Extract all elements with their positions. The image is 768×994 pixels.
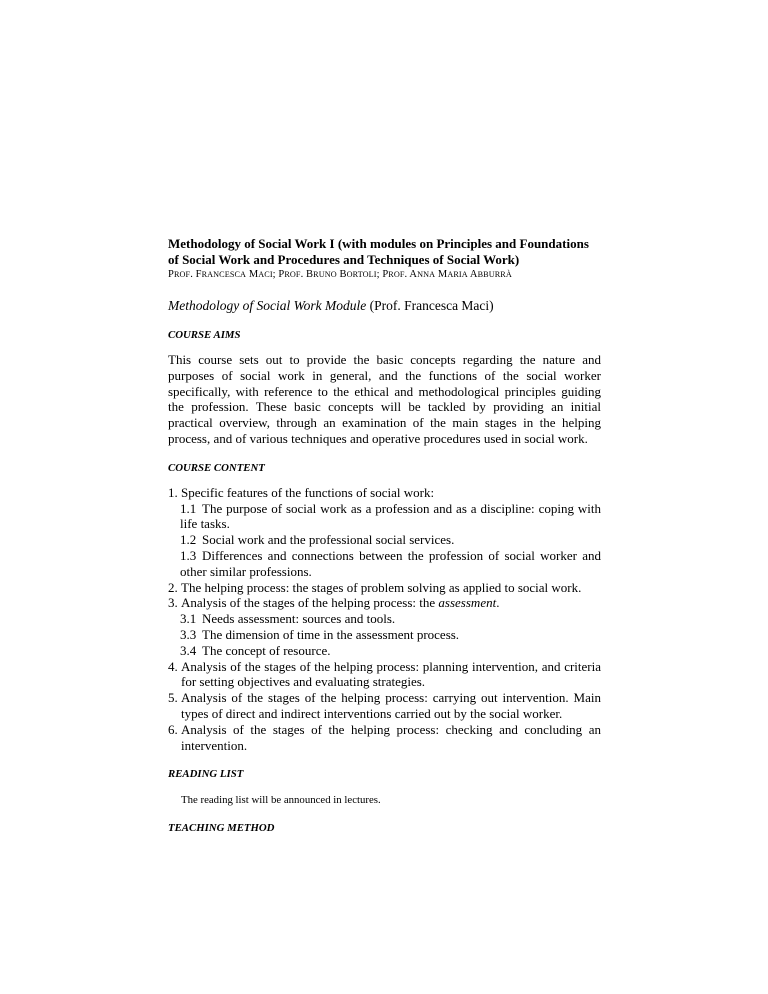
list-item: 1. Specific features of the functions of social work: 1.1 The purpose of social work as a profession and as a discipline: coping with life tasks. 1.2 Social work and the professional social services. 1.3 Differences and connections between the profession of social worker and other similar professions. — [168, 484, 601, 579]
module-lecturer: (Prof. Francesca Maci) — [369, 298, 494, 313]
course-title: Methodology of Social Work I (with modules on Principles and Foundations of Social Work and Procedures and Techniques of Social Work) — [168, 236, 589, 267]
reading-text: The reading list will be announced in lectures. — [181, 794, 381, 807]
aims-heading: COURSE AIMS — [168, 329, 241, 341]
content-list — [168, 485, 601, 754]
sub-item: 3.1 Needs assessment: sources and tools. — [180, 611, 396, 627]
aims-text: This course sets out to provide the basic concepts regarding the nature and purposes of social work in general, and the functions of the social worker specifically, with reference to the ethical and methodological principles guiding the profession. These basic concepts will be tackled by providing an initial practical overview, through an examination of the main stages in the helping process, and of various techniques and operative procedures used in social work. — [168, 352, 601, 446]
list-item: 2. The helping process: the stages of problem solving as applied to social work. — [168, 579, 582, 595]
sub-item: 3.4 The concept of resource. — [180, 642, 331, 658]
sub-item: 3.3 The dimension of time in the assessment process. — [180, 626, 460, 642]
sub-item: 1.2 Social work and the professional social services. — [180, 532, 455, 548]
list-item: 5. Analysis of the stages of the helping process: carrying out intervention. Main types of direct and indirect interventions carried out by the social worker. — [168, 690, 601, 721]
reading-heading: READING LIST — [168, 768, 244, 781]
course-authors: PROF. FRANCESCA MACI; PROF. BRUNO BORTOLI; PROF. ANNA MARIA ABBURRÀ — [168, 269, 512, 280]
content-heading: COURSE CONTENT — [168, 461, 265, 474]
module-name: Methodology of Social Work Module — [168, 298, 367, 313]
teaching-heading: TEACHING METHOD — [168, 822, 275, 835]
list-item: 6. Analysis of the stages of the helping process: checking and concluding an intervention. — [168, 721, 601, 753]
list-item: 4. Analysis of the stages of the helping process: planning intervention, and criteria for setting objectives and evaluating strategies. — [168, 658, 601, 690]
sub-item: 1.3 Differences and connections between the profession of social worker and other similar professions. — [180, 547, 601, 579]
list-item: 3. Analysis of the stages of the helping process: the assessment. 3.1 Needs assessment: sources and tools. 3.3 The dimension of time in the assessment process. 3.4 The concept of resource. — [168, 595, 601, 658]
sub-item: 1.1 The purpose of social work as a profession and as a discipline: coping with life tasks. — [180, 500, 601, 532]
course-entry — [168, 236, 601, 835]
module-heading — [168, 297, 601, 314]
